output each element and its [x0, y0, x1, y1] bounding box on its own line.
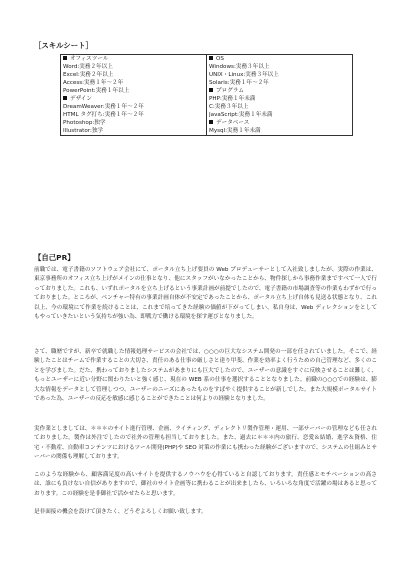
skills-table-row	[61, 55, 353, 136]
skill-item: Word:実務２年以上	[63, 64, 113, 70]
bullet-icon	[209, 56, 213, 60]
skill-item: Access:実務１年〜２年	[63, 80, 124, 86]
bullet-icon	[63, 96, 67, 100]
skill-item: Windows:実務３年以上	[209, 64, 270, 70]
skill-category-os: OS	[209, 55, 350, 63]
skill-item: Photoshop:独学	[63, 120, 106, 126]
skill-item: C:実務３年以上	[209, 104, 249, 110]
bullet-icon	[209, 88, 213, 92]
skill-category-program: プログラム	[209, 87, 350, 95]
pr-paragraph-text: 実作業としましては、＊＊＊のサイト進行管理、企画、ライティング、ディレクトリ製作管理・運用、一部サーバーの管理なども任されておりました。製作は外注でしたので社外の管理も担当しておりました。また、過去に＊＊＊内の旅行、恋愛＆結婚、進学＆資格、住宅・不動産、自動車コンテンツにおけるツール開発(PHP)や SEO 対策の作業にも携わった経験がございますので、システムの仕組みとサーバーの関係も理解しております。	[34, 426, 377, 461]
bullet-icon	[209, 120, 213, 124]
skills-section-title: ［スキルシート］	[34, 41, 93, 50]
pr-paragraph-text: 前職では、電子書籍のソフトウェア会社にて、ポータル立ち上げ要員の Web プロデューサーとして入社致しましたが、実際の作業は、東京事務所のオフィス立ち上げがメインの仕事となり、他にスタッフがいなかったことから、物件探しから事務作業まですべて一人で行っておりました。これも、いずれポータルを立ち上げるという事業計画が前提でしたので、電子書籍の市場調査等の作業もわずかで行っておりました。ところが、ベンチャー特有の事業計画自体が不安定であったことから、ポータル立ち上げ自体も見送る状態となり、これ以上、今の環境にて作業を続けることは、これまで培ってきた経験の価値が下がってしまい、私自身は、Web ディレクションをとしてもやっていきたいという気持ちが強い為、即戦力で働ける環境を探す運びとなりました。	[34, 267, 377, 321]
skill-item: PHP:実務１年未満	[209, 96, 256, 102]
skills-left-column	[61, 55, 207, 136]
skill-item: Illustrator:独学	[63, 128, 104, 134]
pr-section-title: 【自己PR】	[34, 253, 75, 262]
skill-item: HTML タグ打ち:実務１年〜２年	[63, 112, 144, 118]
skill-category-design: デザイン	[63, 95, 204, 103]
pr-paragraph	[34, 266, 377, 322]
skill-item: PowerPoint:実務１年以上	[63, 88, 130, 94]
skill-item: JavaScript:実務１年未満	[209, 112, 273, 118]
pr-paragraph	[34, 348, 377, 404]
skill-item: Solaris:実務１年〜２年	[209, 80, 269, 86]
skill-item: Excel:実務２年以上	[63, 72, 114, 78]
pr-paragraph	[34, 425, 377, 463]
pr-paragraph	[34, 471, 377, 518]
pr-paragraph-text: このような経験から、顧客満足度の高いサイトを提供するノウハウを心得ていると自認しております。責任感とモチベーションの高さは、誰にも負けない自信がありますので、御社のサイト企画等に携わることが出来ましたら、いろいろな角度で活躍の場はあると思っております。この経験を是非御社で活かせたらと思います。	[34, 472, 377, 497]
skills-right-column	[207, 55, 353, 136]
skill-category-database: データベース	[209, 119, 350, 127]
bullet-icon	[63, 56, 67, 60]
skill-item: UNIX・Linux:実務３年以上	[209, 72, 279, 78]
pr-closing-text: 是非面接の機会を設けて頂きたく、どうぞよろしくお願い致します。	[34, 509, 207, 516]
skill-item: Mysql:実務１年未満	[209, 128, 261, 134]
pr-paragraph-text: さて、職歴ですが、新卒で就職した情報処理サービスの会社では、○○○の巨大なシステム開発の一部を任されていました。そこで、経験したことはチームで作業することの大切さ、責任のある仕事の厳しさと達り甲斐、作業を効率よく行うための自己管理など、多くのことを学びました。だた、携わっておりましたシステムがあまりにも巨大でしたので、ユーザーの意識をすぐに反映させることは難しく、もっとユーザーに近い分野に関わりたいと強く感じ、現在の WEB 系の仕事を選択することとなりました。前職の○○○での経験は、膨大な情報をデータとして管理しつつ、ユーザーのニーズにあったものをすばやく提供することが新しでした。また大規模ポータルサイトであった為、ユーザーの反応を敏感に感じることができたことは何よりの経験となりました。	[34, 349, 377, 403]
skill-category-office: オフィスツール	[63, 55, 204, 63]
skills-table	[60, 54, 353, 136]
skill-item: DreamWeaver:実務１年〜２年	[63, 104, 144, 110]
